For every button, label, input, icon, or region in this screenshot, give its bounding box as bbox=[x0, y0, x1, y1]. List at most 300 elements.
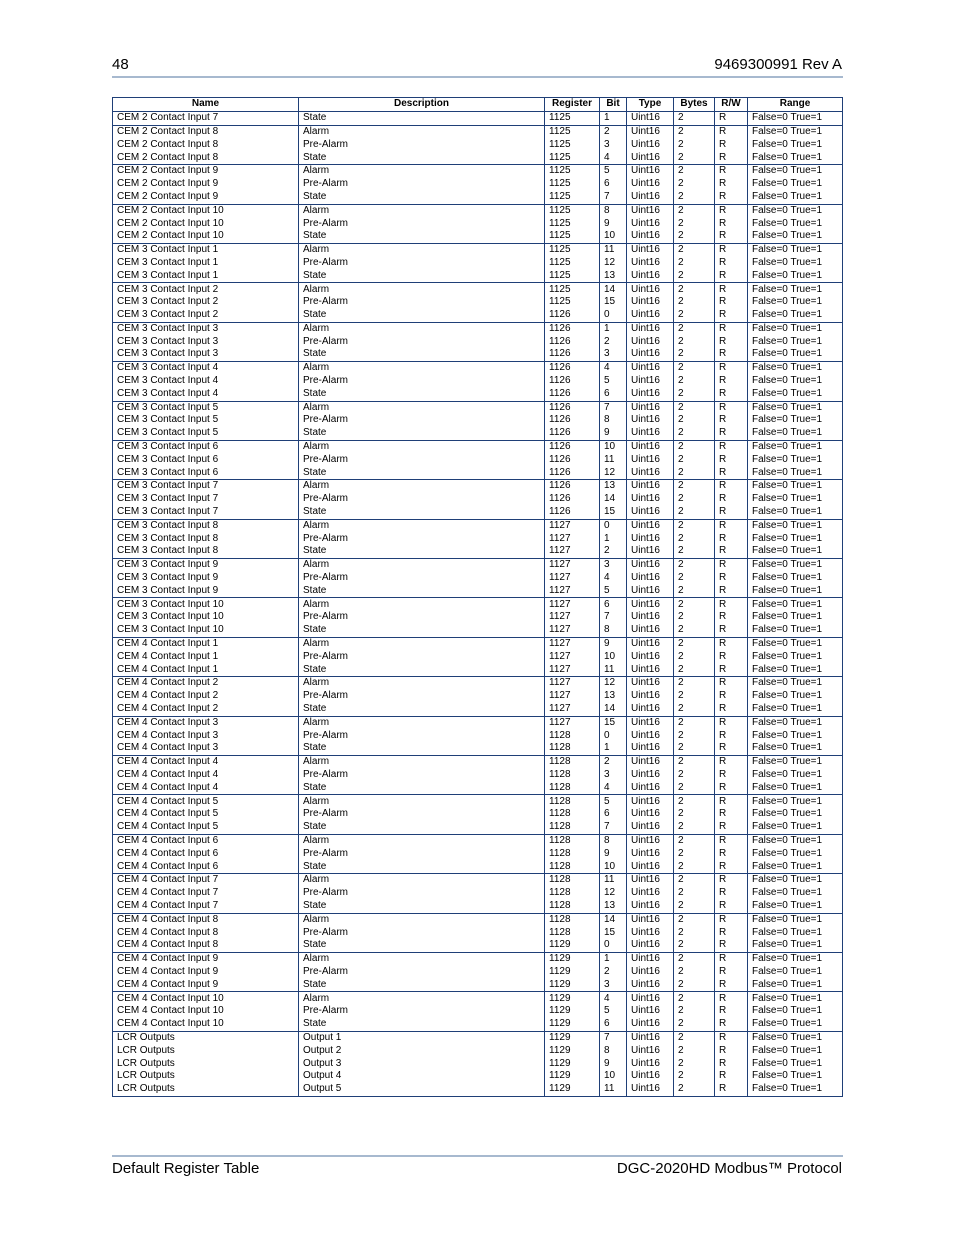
bit-cell: 0 bbox=[600, 519, 627, 532]
rw-cell: R bbox=[715, 519, 748, 532]
table-row bbox=[113, 296, 843, 309]
bit-cell: 6 bbox=[600, 1018, 627, 1031]
bytes-cell: 2 bbox=[674, 860, 715, 873]
range-cell: False=0 True=1 bbox=[748, 808, 843, 821]
rw-cell: R bbox=[715, 663, 748, 676]
type-cell: Uint16 bbox=[627, 191, 674, 204]
name-cell: LCR Outputs bbox=[113, 1070, 299, 1083]
description-cell: Alarm bbox=[299, 362, 545, 375]
table-row bbox=[113, 336, 843, 349]
bytes-cell: 2 bbox=[674, 533, 715, 546]
name-cell: CEM 4 Contact Input 3 bbox=[113, 716, 299, 729]
description-cell: State bbox=[299, 270, 545, 283]
name-cell: LCR Outputs bbox=[113, 1031, 299, 1044]
bit-cell: 7 bbox=[600, 821, 627, 834]
name-cell: CEM 4 Contact Input 9 bbox=[113, 966, 299, 979]
range-cell: False=0 True=1 bbox=[748, 243, 843, 256]
rw-cell: R bbox=[715, 559, 748, 572]
rw-cell: R bbox=[715, 900, 748, 913]
rw-cell: R bbox=[715, 966, 748, 979]
type-cell: Uint16 bbox=[627, 139, 674, 152]
rw-cell: R bbox=[715, 1083, 748, 1096]
description-cell: Alarm bbox=[299, 401, 545, 414]
range-cell: False=0 True=1 bbox=[748, 651, 843, 664]
rw-cell: R bbox=[715, 414, 748, 427]
description-cell: Alarm bbox=[299, 125, 545, 138]
bytes-cell: 2 bbox=[674, 401, 715, 414]
type-cell: Uint16 bbox=[627, 1005, 674, 1018]
range-cell: False=0 True=1 bbox=[748, 848, 843, 861]
range-cell: False=0 True=1 bbox=[748, 795, 843, 808]
type-cell: Uint16 bbox=[627, 1031, 674, 1044]
bytes-cell: 2 bbox=[674, 1018, 715, 1031]
table-row bbox=[113, 322, 843, 335]
header-divider bbox=[112, 76, 843, 78]
table-row bbox=[113, 178, 843, 191]
description-cell: Pre-Alarm bbox=[299, 848, 545, 861]
table-row bbox=[113, 677, 843, 690]
name-cell: CEM 3 Contact Input 7 bbox=[113, 480, 299, 493]
register-cell: 1127 bbox=[545, 703, 600, 716]
bit-cell: 14 bbox=[600, 283, 627, 296]
register-cell: 1125 bbox=[545, 139, 600, 152]
bytes-cell: 2 bbox=[674, 322, 715, 335]
description-cell: State bbox=[299, 782, 545, 795]
table-row bbox=[113, 243, 843, 256]
type-cell: Uint16 bbox=[627, 716, 674, 729]
rw-cell: R bbox=[715, 309, 748, 322]
type-cell: Uint16 bbox=[627, 769, 674, 782]
bytes-cell: 2 bbox=[674, 887, 715, 900]
register-cell: 1126 bbox=[545, 454, 600, 467]
type-cell: Uint16 bbox=[627, 677, 674, 690]
table-row bbox=[113, 690, 843, 703]
table-row bbox=[113, 480, 843, 493]
name-cell: CEM 2 Contact Input 9 bbox=[113, 165, 299, 178]
rw-cell: R bbox=[715, 191, 748, 204]
bit-cell: 6 bbox=[600, 598, 627, 611]
description-cell: Alarm bbox=[299, 637, 545, 650]
description-cell: Pre-Alarm bbox=[299, 336, 545, 349]
bit-cell: 5 bbox=[600, 165, 627, 178]
range-cell: False=0 True=1 bbox=[748, 217, 843, 230]
rw-cell: R bbox=[715, 611, 748, 624]
bit-cell: 12 bbox=[600, 677, 627, 690]
register-cell: 1127 bbox=[545, 637, 600, 650]
bytes-cell: 2 bbox=[674, 230, 715, 243]
range-cell: False=0 True=1 bbox=[748, 926, 843, 939]
name-cell: CEM 2 Contact Input 10 bbox=[113, 204, 299, 217]
register-cell: 1127 bbox=[545, 559, 600, 572]
register-cell: 1127 bbox=[545, 598, 600, 611]
name-cell: CEM 2 Contact Input 8 bbox=[113, 125, 299, 138]
bytes-cell: 2 bbox=[674, 151, 715, 164]
range-cell: False=0 True=1 bbox=[748, 139, 843, 152]
bytes-cell: 2 bbox=[674, 979, 715, 992]
range-cell: False=0 True=1 bbox=[748, 663, 843, 676]
bytes-cell: 2 bbox=[674, 467, 715, 480]
range-cell: False=0 True=1 bbox=[748, 1018, 843, 1031]
table-row bbox=[113, 401, 843, 414]
range-cell: False=0 True=1 bbox=[748, 782, 843, 795]
bit-cell: 10 bbox=[600, 860, 627, 873]
register-cell: 1127 bbox=[545, 545, 600, 558]
rw-cell: R bbox=[715, 401, 748, 414]
register-cell: 1125 bbox=[545, 243, 600, 256]
range-cell: False=0 True=1 bbox=[748, 821, 843, 834]
bytes-cell: 2 bbox=[674, 939, 715, 952]
rw-cell: R bbox=[715, 533, 748, 546]
register-cell: 1125 bbox=[545, 230, 600, 243]
register-cell: 1126 bbox=[545, 401, 600, 414]
column-header-type: Type bbox=[627, 98, 674, 112]
name-cell: CEM 3 Contact Input 5 bbox=[113, 427, 299, 440]
register-cell: 1126 bbox=[545, 309, 600, 322]
bytes-cell: 2 bbox=[674, 756, 715, 769]
rw-cell: R bbox=[715, 283, 748, 296]
description-cell: Alarm bbox=[299, 992, 545, 1005]
range-cell: False=0 True=1 bbox=[748, 467, 843, 480]
range-cell: False=0 True=1 bbox=[748, 690, 843, 703]
type-cell: Uint16 bbox=[627, 651, 674, 664]
register-cell: 1129 bbox=[545, 979, 600, 992]
register-cell: 1128 bbox=[545, 795, 600, 808]
rw-cell: R bbox=[715, 887, 748, 900]
rw-cell: R bbox=[715, 480, 748, 493]
description-cell: Alarm bbox=[299, 165, 545, 178]
bit-cell: 3 bbox=[600, 348, 627, 361]
description-cell: Pre-Alarm bbox=[299, 729, 545, 742]
rw-cell: R bbox=[715, 729, 748, 742]
register-cell: 1126 bbox=[545, 427, 600, 440]
bit-cell: 8 bbox=[600, 414, 627, 427]
bit-cell: 11 bbox=[600, 874, 627, 887]
name-cell: CEM 4 Contact Input 5 bbox=[113, 808, 299, 821]
table-row bbox=[113, 545, 843, 558]
type-cell: Uint16 bbox=[627, 454, 674, 467]
type-cell: Uint16 bbox=[627, 336, 674, 349]
register-cell: 1128 bbox=[545, 729, 600, 742]
table-row bbox=[113, 860, 843, 873]
bit-cell: 12 bbox=[600, 887, 627, 900]
description-cell: State bbox=[299, 506, 545, 519]
description-cell: State bbox=[299, 112, 545, 126]
type-cell: Uint16 bbox=[627, 296, 674, 309]
bytes-cell: 2 bbox=[674, 440, 715, 453]
description-cell: Pre-Alarm bbox=[299, 808, 545, 821]
name-cell: CEM 4 Contact Input 5 bbox=[113, 821, 299, 834]
type-cell: Uint16 bbox=[627, 624, 674, 637]
bytes-cell: 2 bbox=[674, 795, 715, 808]
name-cell: CEM 3 Contact Input 8 bbox=[113, 519, 299, 532]
name-cell: CEM 4 Contact Input 4 bbox=[113, 782, 299, 795]
range-cell: False=0 True=1 bbox=[748, 834, 843, 847]
bit-cell: 3 bbox=[600, 559, 627, 572]
name-cell: CEM 2 Contact Input 8 bbox=[113, 139, 299, 152]
register-cell: 1129 bbox=[545, 1045, 600, 1058]
type-cell: Uint16 bbox=[627, 519, 674, 532]
register-cell: 1126 bbox=[545, 375, 600, 388]
table-row bbox=[113, 703, 843, 716]
bytes-cell: 2 bbox=[674, 611, 715, 624]
table-row bbox=[113, 966, 843, 979]
type-cell: Uint16 bbox=[627, 204, 674, 217]
column-header-range: Range bbox=[748, 98, 843, 112]
table-row bbox=[113, 1018, 843, 1031]
bytes-cell: 2 bbox=[674, 519, 715, 532]
description-cell: State bbox=[299, 467, 545, 480]
bit-cell: 10 bbox=[600, 1070, 627, 1083]
type-cell: Uint16 bbox=[627, 966, 674, 979]
range-cell: False=0 True=1 bbox=[748, 322, 843, 335]
page-header bbox=[112, 56, 842, 76]
name-cell: CEM 3 Contact Input 2 bbox=[113, 309, 299, 322]
name-cell: CEM 4 Contact Input 7 bbox=[113, 900, 299, 913]
description-cell: Alarm bbox=[299, 283, 545, 296]
description-cell: Pre-Alarm bbox=[299, 690, 545, 703]
range-cell: False=0 True=1 bbox=[748, 414, 843, 427]
bit-cell: 1 bbox=[600, 322, 627, 335]
rw-cell: R bbox=[715, 545, 748, 558]
rw-cell: R bbox=[715, 493, 748, 506]
table-row bbox=[113, 808, 843, 821]
range-cell: False=0 True=1 bbox=[748, 440, 843, 453]
table-row bbox=[113, 414, 843, 427]
description-cell: State bbox=[299, 663, 545, 676]
table-row bbox=[113, 151, 843, 164]
type-cell: Uint16 bbox=[627, 756, 674, 769]
bit-cell: 5 bbox=[600, 1005, 627, 1018]
register-cell: 1128 bbox=[545, 834, 600, 847]
bit-cell: 13 bbox=[600, 690, 627, 703]
type-cell: Uint16 bbox=[627, 414, 674, 427]
table-row bbox=[113, 939, 843, 952]
register-cell: 1128 bbox=[545, 782, 600, 795]
bytes-cell: 2 bbox=[674, 598, 715, 611]
rw-cell: R bbox=[715, 270, 748, 283]
bytes-cell: 2 bbox=[674, 1005, 715, 1018]
bytes-cell: 2 bbox=[674, 992, 715, 1005]
description-cell: State bbox=[299, 230, 545, 243]
bit-cell: 5 bbox=[600, 375, 627, 388]
bit-cell: 7 bbox=[600, 611, 627, 624]
table-row bbox=[113, 821, 843, 834]
rw-cell: R bbox=[715, 230, 748, 243]
bytes-cell: 2 bbox=[674, 336, 715, 349]
rw-cell: R bbox=[715, 388, 748, 401]
type-cell: Uint16 bbox=[627, 467, 674, 480]
description-cell: Alarm bbox=[299, 204, 545, 217]
bytes-cell: 2 bbox=[674, 926, 715, 939]
name-cell: CEM 4 Contact Input 4 bbox=[113, 769, 299, 782]
table-row bbox=[113, 309, 843, 322]
register-cell: 1128 bbox=[545, 848, 600, 861]
name-cell: CEM 3 Contact Input 9 bbox=[113, 585, 299, 598]
type-cell: Uint16 bbox=[627, 112, 674, 126]
bit-cell: 3 bbox=[600, 139, 627, 152]
bytes-cell: 2 bbox=[674, 703, 715, 716]
table-row bbox=[113, 782, 843, 795]
bit-cell: 12 bbox=[600, 257, 627, 270]
rw-cell: R bbox=[715, 322, 748, 335]
range-cell: False=0 True=1 bbox=[748, 125, 843, 138]
bit-cell: 12 bbox=[600, 467, 627, 480]
rw-cell: R bbox=[715, 125, 748, 138]
name-cell: CEM 3 Contact Input 6 bbox=[113, 454, 299, 467]
table-row bbox=[113, 651, 843, 664]
name-cell: CEM 3 Contact Input 4 bbox=[113, 388, 299, 401]
description-cell: Pre-Alarm bbox=[299, 139, 545, 152]
type-cell: Uint16 bbox=[627, 953, 674, 966]
rw-cell: R bbox=[715, 506, 748, 519]
description-cell: State bbox=[299, 585, 545, 598]
range-cell: False=0 True=1 bbox=[748, 729, 843, 742]
name-cell: CEM 4 Contact Input 2 bbox=[113, 690, 299, 703]
table-row bbox=[113, 729, 843, 742]
bytes-cell: 2 bbox=[674, 953, 715, 966]
register-cell: 1129 bbox=[545, 953, 600, 966]
description-cell: Pre-Alarm bbox=[299, 178, 545, 191]
bit-cell: 6 bbox=[600, 388, 627, 401]
range-cell: False=0 True=1 bbox=[748, 939, 843, 952]
register-cell: 1127 bbox=[545, 677, 600, 690]
bytes-cell: 2 bbox=[674, 1070, 715, 1083]
table-row bbox=[113, 848, 843, 861]
rw-cell: R bbox=[715, 703, 748, 716]
description-cell: Pre-Alarm bbox=[299, 611, 545, 624]
bytes-cell: 2 bbox=[674, 848, 715, 861]
range-cell: False=0 True=1 bbox=[748, 454, 843, 467]
rw-cell: R bbox=[715, 598, 748, 611]
description-cell: Alarm bbox=[299, 716, 545, 729]
table-row bbox=[113, 913, 843, 926]
range-cell: False=0 True=1 bbox=[748, 506, 843, 519]
rw-cell: R bbox=[715, 296, 748, 309]
range-cell: False=0 True=1 bbox=[748, 348, 843, 361]
description-cell: Pre-Alarm bbox=[299, 966, 545, 979]
type-cell: Uint16 bbox=[627, 729, 674, 742]
rw-cell: R bbox=[715, 440, 748, 453]
type-cell: Uint16 bbox=[627, 611, 674, 624]
bit-cell: 7 bbox=[600, 401, 627, 414]
name-cell: CEM 4 Contact Input 8 bbox=[113, 926, 299, 939]
rw-cell: R bbox=[715, 257, 748, 270]
type-cell: Uint16 bbox=[627, 545, 674, 558]
register-cell: 1128 bbox=[545, 874, 600, 887]
bytes-cell: 2 bbox=[674, 165, 715, 178]
name-cell: CEM 4 Contact Input 10 bbox=[113, 992, 299, 1005]
type-cell: Uint16 bbox=[627, 178, 674, 191]
type-cell: Uint16 bbox=[627, 637, 674, 650]
rw-cell: R bbox=[715, 217, 748, 230]
name-cell: CEM 3 Contact Input 6 bbox=[113, 440, 299, 453]
bit-cell: 8 bbox=[600, 834, 627, 847]
bytes-cell: 2 bbox=[674, 1083, 715, 1096]
bit-cell: 5 bbox=[600, 795, 627, 808]
bytes-cell: 2 bbox=[674, 677, 715, 690]
range-cell: False=0 True=1 bbox=[748, 624, 843, 637]
bit-cell: 0 bbox=[600, 939, 627, 952]
description-cell: State bbox=[299, 151, 545, 164]
rw-cell: R bbox=[715, 742, 748, 755]
column-header-description: Description bbox=[299, 98, 545, 112]
register-cell: 1128 bbox=[545, 742, 600, 755]
type-cell: Uint16 bbox=[627, 230, 674, 243]
table-row bbox=[113, 191, 843, 204]
table-row bbox=[113, 506, 843, 519]
range-cell: False=0 True=1 bbox=[748, 874, 843, 887]
table-row bbox=[113, 440, 843, 453]
rw-cell: R bbox=[715, 834, 748, 847]
description-cell: Alarm bbox=[299, 559, 545, 572]
type-cell: Uint16 bbox=[627, 322, 674, 335]
description-cell: Alarm bbox=[299, 243, 545, 256]
description-cell: State bbox=[299, 427, 545, 440]
description-cell: Output 4 bbox=[299, 1070, 545, 1083]
bytes-cell: 2 bbox=[674, 493, 715, 506]
register-cell: 1129 bbox=[545, 1070, 600, 1083]
bit-cell: 7 bbox=[600, 191, 627, 204]
range-cell: False=0 True=1 bbox=[748, 401, 843, 414]
range-cell: False=0 True=1 bbox=[748, 519, 843, 532]
type-cell: Uint16 bbox=[627, 348, 674, 361]
description-cell: State bbox=[299, 979, 545, 992]
table-row bbox=[113, 1070, 843, 1083]
bit-cell: 7 bbox=[600, 1031, 627, 1044]
name-cell: CEM 3 Contact Input 1 bbox=[113, 270, 299, 283]
bytes-cell: 2 bbox=[674, 742, 715, 755]
range-cell: False=0 True=1 bbox=[748, 230, 843, 243]
bytes-cell: 2 bbox=[674, 729, 715, 742]
column-header-name: Name bbox=[113, 98, 299, 112]
bit-cell: 8 bbox=[600, 1045, 627, 1058]
type-cell: Uint16 bbox=[627, 860, 674, 873]
range-cell: False=0 True=1 bbox=[748, 283, 843, 296]
bit-cell: 13 bbox=[600, 900, 627, 913]
bit-cell: 2 bbox=[600, 336, 627, 349]
register-cell: 1126 bbox=[545, 414, 600, 427]
bytes-cell: 2 bbox=[674, 874, 715, 887]
name-cell: CEM 4 Contact Input 1 bbox=[113, 651, 299, 664]
rw-cell: R bbox=[715, 1031, 748, 1044]
bytes-cell: 2 bbox=[674, 651, 715, 664]
bit-cell: 15 bbox=[600, 296, 627, 309]
table-row bbox=[113, 742, 843, 755]
type-cell: Uint16 bbox=[627, 1045, 674, 1058]
bytes-cell: 2 bbox=[674, 663, 715, 676]
type-cell: Uint16 bbox=[627, 992, 674, 1005]
type-cell: Uint16 bbox=[627, 243, 674, 256]
name-cell: LCR Outputs bbox=[113, 1057, 299, 1070]
rw-cell: R bbox=[715, 348, 748, 361]
name-cell: CEM 4 Contact Input 6 bbox=[113, 848, 299, 861]
description-cell: State bbox=[299, 348, 545, 361]
table-row bbox=[113, 979, 843, 992]
rw-cell: R bbox=[715, 782, 748, 795]
register-cell: 1129 bbox=[545, 966, 600, 979]
type-cell: Uint16 bbox=[627, 125, 674, 138]
name-cell: CEM 4 Contact Input 8 bbox=[113, 913, 299, 926]
range-cell: False=0 True=1 bbox=[748, 756, 843, 769]
type-cell: Uint16 bbox=[627, 795, 674, 808]
rw-cell: R bbox=[715, 979, 748, 992]
bit-cell: 9 bbox=[600, 1057, 627, 1070]
range-cell: False=0 True=1 bbox=[748, 533, 843, 546]
type-cell: Uint16 bbox=[627, 1070, 674, 1083]
table-row bbox=[113, 900, 843, 913]
type-cell: Uint16 bbox=[627, 821, 674, 834]
bytes-cell: 2 bbox=[674, 283, 715, 296]
